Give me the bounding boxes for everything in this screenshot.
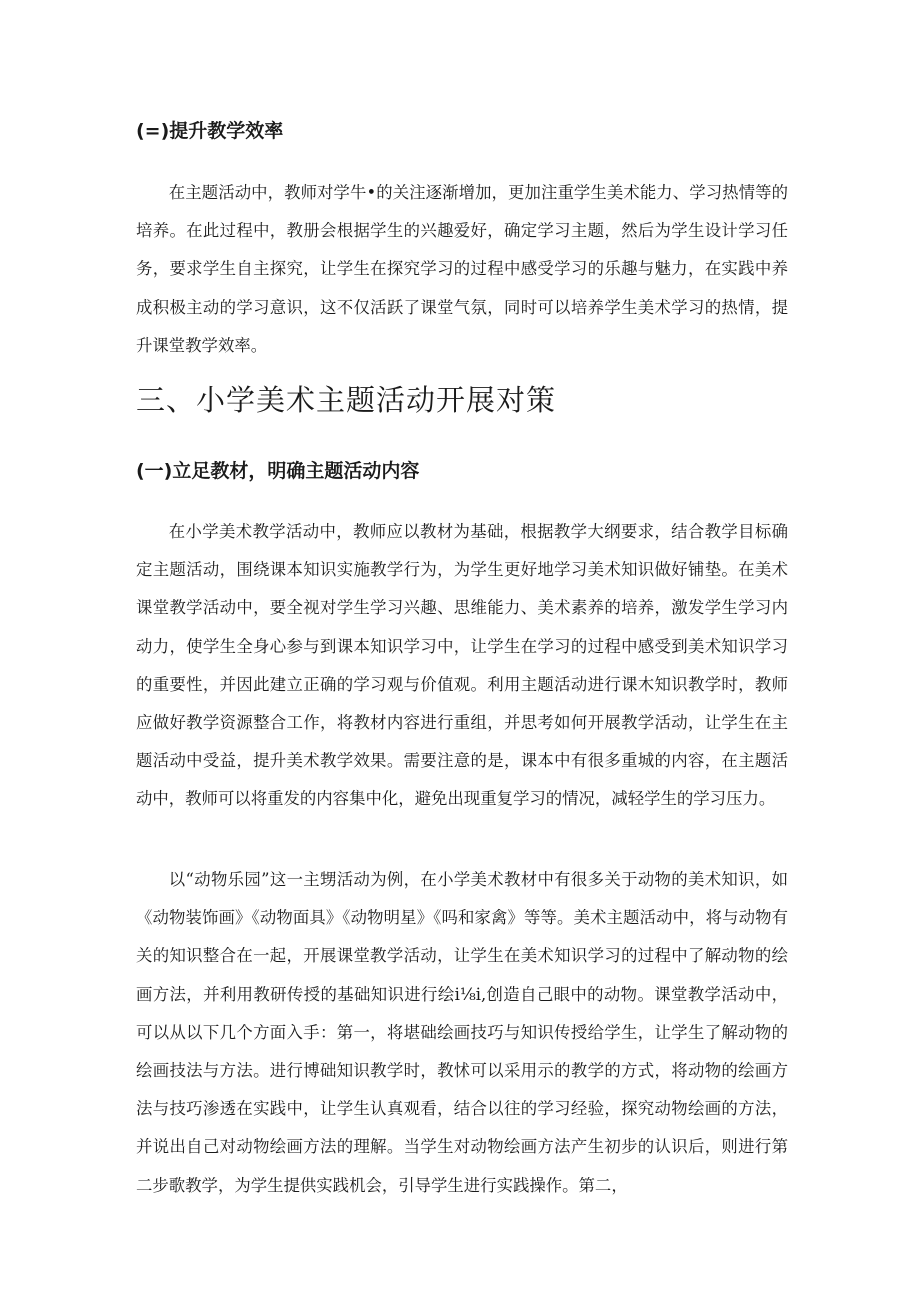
section-3-heading: 三、小学美术主题活动开展对策	[136, 383, 557, 417]
section-3-subheading-1-paragraph-1: 在小学美术教学活动中，教师应以教材为基础，根据教学大纲要求，结合教学目标确定主题活动，围绕课本知识实施教学行为，为学生更好地学习美术知识做好铺垫。在美术课堂教学活动中，要全视对学生学习兴趣、思维能力、美术素养的培养，激发学生学习内动力，使学生全身心参与到课本知识学习中，让学生在学习的过程中感受到美术知识学习的重要性，并因此建立正确的学习观与价值观。利用主题活动进行课木知识教学时，教师应做好教学资源整合工作，将教材内容进行重组，并思考如何开展教学活动，让学生在主题活动中受益，提升美术教学效果。需要注意的是，课本中有很多重城的内容，在主题活动中，教师可以将重发的内容集中化，避免出现重复学习的情况，减轻学生的学习压力。	[136, 522, 788, 809]
section-2-subheading-2-paragraph: 在主题活动中，教师对学牛•的关注逐渐增加，更加注重学生美术能力、学习热情等的培养。在此过程中，教册会根据学生的兴趣爱好，确定学习主题，然后为学生设计学习任务，要求学生自主探究，让学生在探究学习的过程中感受学习的乐趣与魅力，在实践中养成积极主动的学习意识，这不仅活跃了课堂气氛，同时可以培养学生美术学习的热情，提升课堂教学效率。	[136, 183, 788, 355]
section-2-subheading-2: (=)提升教学效率	[136, 120, 284, 142]
section-3-subheading-1-paragraph-2: 以“动物乐园”这一主甥活动为例，在小学美术教材中有很多关于动物的美术知识，如《动物装饰画》《动物面具》《动物明星》《吗和家禽》等等。美术主题活动中，将与动物有关的知识整合在一起，开展课堂教学活动，让学生在美术知识学习的过程中了解动物的绘画方法，并利用教研传授的基础知识进行绘i⅛i,创造自己眼中的动物。课堂教学活动中，可以从以下几个方面入手：第一，将堪础绘画技巧与知识传授给学生，让学生了解动物的绘画技法与方法。进行博础知识教学时，教怵可以采用示的教学的方式，将动物的绘画方法与技巧渗透在实践中，让学生认真观看，结合以往的学习经验，探究动物绘画的方法，并说出自己对动物绘画方法的理解。当学生对动物绘画方法产生初步的认识后，则进行第二步歌教学，为学生提供实践机会，引导学生进行实践操作。第二，	[136, 870, 788, 1195]
section-3-subheading-1: (一)立足教材，明确主题活动内容	[136, 460, 420, 482]
